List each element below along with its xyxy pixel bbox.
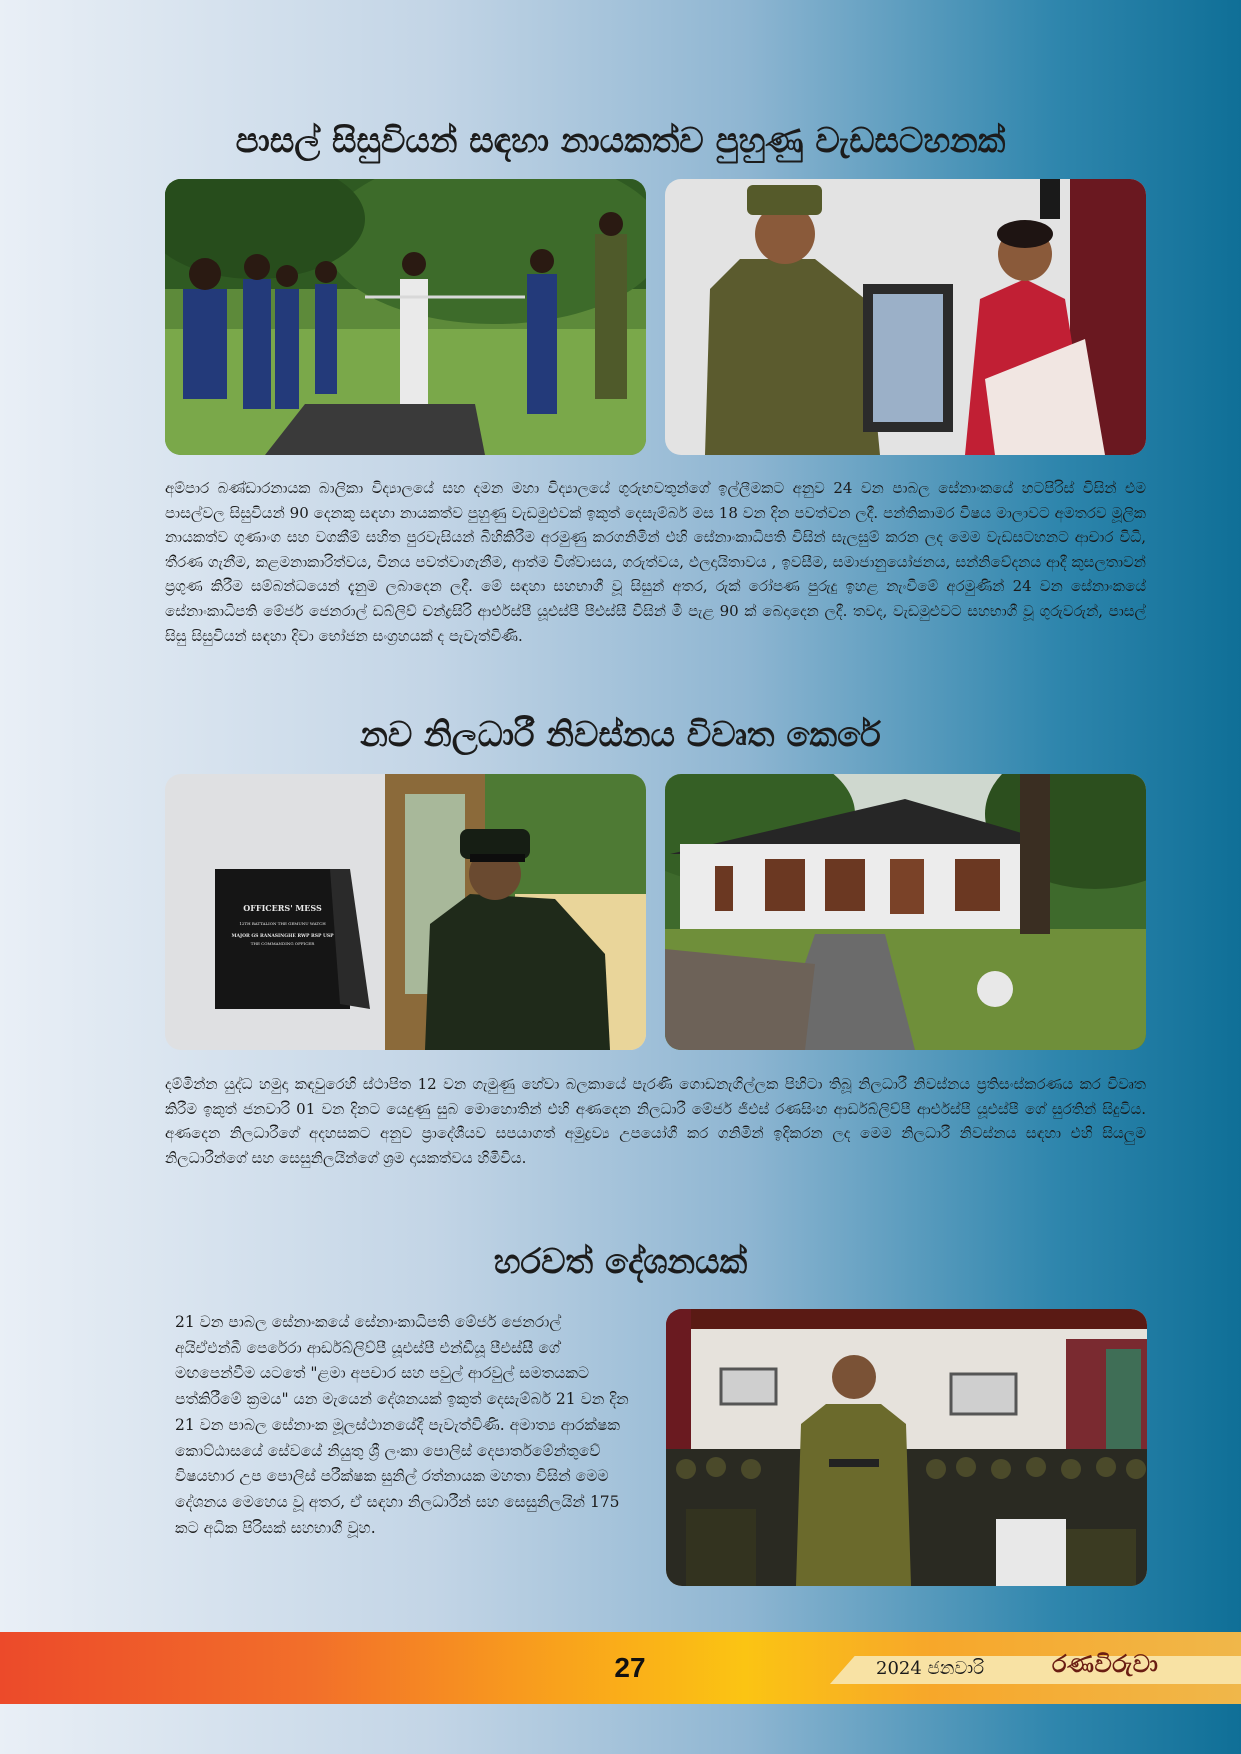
page-number: 27 [614,1652,646,1683]
plaque-title: OFFICERS' MESS [243,903,322,913]
officers-mess-building-photo [665,774,1146,1050]
article-3-headline: හරවත් දේශනයක් [493,1242,748,1282]
article-2-headline: නව නිලධාරී නිවස්නය විවෘත කෙරේ [360,715,881,755]
plaque-line-3: THE COMMANDING OFFICER [250,941,315,946]
lecture-audience-photo [666,1309,1147,1586]
issue-date: 2024 ජනවාරි [876,1658,985,1679]
article-1-body: අම්පාර බණ්ඩාරනායක බාලිකා විද්‍යාලයේ සහ දමන මහා විද්‍යාලයේ ගුරුභවතුන්ගේ ඉල්ලීමකට අනුව 24 වන පාබල සේනාංකයේ හටපිරිස් විසින් එම පාසල්වල සිසුවියන් 90 දෙනකු සඳහා නායකත්ව පුහුණු වැඩමුළුවක් ඉකුත් දෙසැම්බර් මස 18 වන දින පවත්වන ලදී. පන්තිකාමර විෂය මාලාවට අමතරව මූලික නායකත්ව ගුණාංග සහ වගකීම් සහිත පුරවැසියන් බිහිකිරීම අරමුණු කරගනිමින් එහි සේනාංකාධිපති විසින් සැලසුම් කරන ලද මෙම වැඩසටහනට ආචාර විධි, තීරණ ගැනීම, කළමනාකාරිත්වය, විනය පවත්වාගැනීම, ආත්ම විශ්වාසය, ගරුත්වය, ඵලදායිතාවය , ඉවසීම, සමාජානුයෝජනය, සන්නිවේදනය ආදී කුසලතාවන් ප්‍රගුණ කිරීම සම්බන්ධයෙන් දැනුම ලබාදෙන ලදී. මේ සඳහා සහභාගී වූ සිසුන් අතර, රුක් රෝපණ පුරුදු ඉහළ නැංවීමේ අරමුණින් 24 වන සේනාංකයේ සේනාංකාධිපති මේජර් ජෙනරාල් ඩබ්ලිව් චන්ද්‍රසිරි ආර්එස්පී යූඑස්පී පීඑස්සී විසින් මී පැළ 90 ක් බෙදාදෙන ලදී. තවද, වැඩමුළුවට සහභාගී වූ ගුරුවරුන්, පාසල් සිසු සිසුවියන් සඳහා දිවා භෝජන සංග්‍රහයක් ද පැවැත්විණි. [165,479,1146,645]
plaque-unveiling-photo [165,774,646,1050]
article-1-headline: පාසල් සිසුවියන් සඳහා නායකත්ව පුහුණු වැඩසටහනක් [235,121,1006,161]
plaque [217,873,348,1005]
plaque-line-1: 12TH BATTALION THE GEMUNU WATCH [239,921,326,926]
students-training-photo [165,179,646,455]
plaque-line-2: MAJOR GS RANASINGHE RWP RSP USP [231,934,334,939]
article-2-body: දම්මින්න යුද්ධ හමුදා කඳවුරෙහි ස්ථාපිත 12 වන ගැමුණු හේවා බලකායේ පැරණි ගොඩනැගිල්ලක පිහිටා තිබූ නිලධාරී නිවස්නය ප්‍රතිසංස්කරණය කර විවෘත කිරීම ඉකුත් ජනවාරි 01 වන දිනට යෙදුණු සුබ මොහොතින් එහි අණදෙන නිලධාරී මේජර් ජීඑස් රණසිංහ ආර්ඩබ්ලිව්පී ආර්එස්පී යූඑස්පී ගේ සුරතින් සිදුවිය. අණදෙන නිලධාරීගේ අදහසකට අනුව ප්‍රාදේශීයව සපයාගත් අමුද්‍රව්‍ය උපයෝගී කර ගනිමින් ඉදිකරන ලද මෙම නිලධාරී නිවස්නය සඳහා එහි සියලුම නිලධාරීන්ගේ සහ සෙසුනිලයින්ගේ ශ්‍රම දායකත්වය හිමිවිය. [165,1075,1146,1167]
magazine-masthead: රණවිරුවා [1052,1650,1159,1678]
certificate-presentation-photo [665,179,1146,455]
article-3-body: 21 වන පාබල සේනාංකයේ සේනාංකාධිපති මේජර් ජෙනරාල් අයිඒඑන්බී පෙරේරා ආර්ඩබ්ලිව්පී යූඑස්පී එන්ඩීයූ පීඑස්සී ගේ මඟපෙන්වීම යටතේ "ළමා අපචාර සහ පවුල් ආරවුල් සමතයකට පත්කිරීමේ ක්‍රමය" යන මැයෙන් දේශනයක් ඉකුත් දෙසැම්බර් 21 වන දින 21 වන පාබල සේනාංක මූලස්ථානයේදී පැවැත්විණි. අමාත්‍ය ආරක්ෂක කොට්ඨාසයේ සේවයේ නියුතු ශ්‍රී ලංකා පොලිස් දෙපාර්තමේන්තුවේ විෂයභාර උප පොලිස් පරීක්ෂක සුනිල් රත්නායක මහතා විසින් මෙම දේශනය මෙහෙය වූ අතර, ඒ සඳහා නිලධාරීන් සහ සෙසුනිලයින් 175 කට අධික පිරිසක් සහභාගී වූහ. [175,1313,629,1537]
